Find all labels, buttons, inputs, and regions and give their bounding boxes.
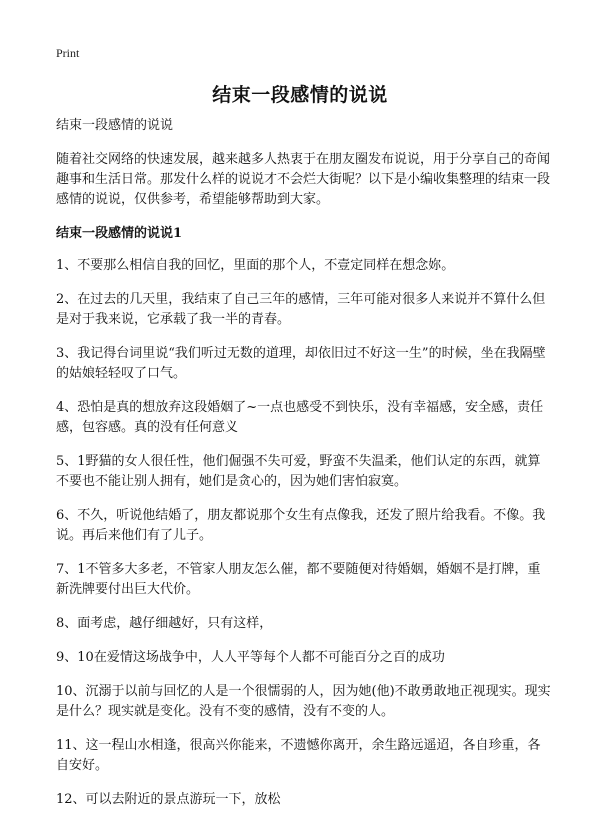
list-item: 8、面考虑，越仔细越好，只有这样， (56, 616, 273, 631)
list-item: 9、10在爱情这场战争中，人人平等每个人都不可能百分之百的成功 (56, 650, 445, 665)
list-item: 5、1野猫的女人很任性，他们倔强不失可爱，野蛮不失温柔，他们认定的东西，就算不要也不能让别人拥有，她们是贪心的，因为她们害怕寂寞。 (56, 454, 541, 489)
list-item: 3、我记得台词里说“我们听过无数的道理，却依旧过不好这一生”的时候，坐在我隔壁的姑娘轻轻叹了口气。 (56, 346, 546, 381)
list-item: 2、在过去的几天里，我结束了自己三年的感情，三年可能对很多人来说并不算什么但是对于我来说，它承载了我一半的青春。 (56, 292, 546, 327)
list-item: 10、沉溺于以前与回忆的人是一个很懦弱的人，因为她(他)不敢勇敢地正视现实。现实是什么？现实就是变化。没有不变的感情，没有不变的人。 (56, 684, 551, 719)
list-item: 12、可以去附近的景点游玩一下，放松 (56, 792, 281, 807)
list-item: 7、1不管多大多老，不管家人朋友怎么催，都不要随便对待婚姻，婚姻不是打牌，重新洗牌要付出巨大代价。 (56, 562, 541, 597)
list-item: 6、不久，听说他结婚了，朋友都说那个女生有点像我，还发了照片给我看。不像。我说。再后来他们有了儿子。 (56, 508, 546, 543)
print-link[interactable]: Print (56, 46, 80, 60)
list-item: 4、恐怕是真的想放弃这段婚姻了~一点也感受不到快乐，没有幸福感，安全感，责任感，包容感。真的没有任何意义 (56, 400, 544, 435)
page-title: 结束一段感情的说说 (212, 84, 388, 106)
list-item: 1、不要那么相信自我的回忆，里面的那个人，不壹定同样在想念妳。 (56, 258, 455, 273)
list-item: 11、这一程山水相逢，很高兴你能来，不遗憾你离开，余生路远遥迢，各自珍重，各自安好。 (56, 738, 541, 773)
section-heading: 结束一段感情的说说1 (56, 226, 183, 241)
intro-paragraph: 随着社交网络的快速发展，越来越多人热衷于在朋友圈发布说说，用于分享自己的奇闻趣事和生活日常。那发什么样的说说才不会烂大街呢？以下是小编收集整理的结束一段感情的说说，仅供参考，希望能够帮助到大家。 (56, 152, 551, 207)
article-body (56, 116, 552, 824)
article-subtitle: 结束一段感情的说说 (56, 118, 174, 133)
